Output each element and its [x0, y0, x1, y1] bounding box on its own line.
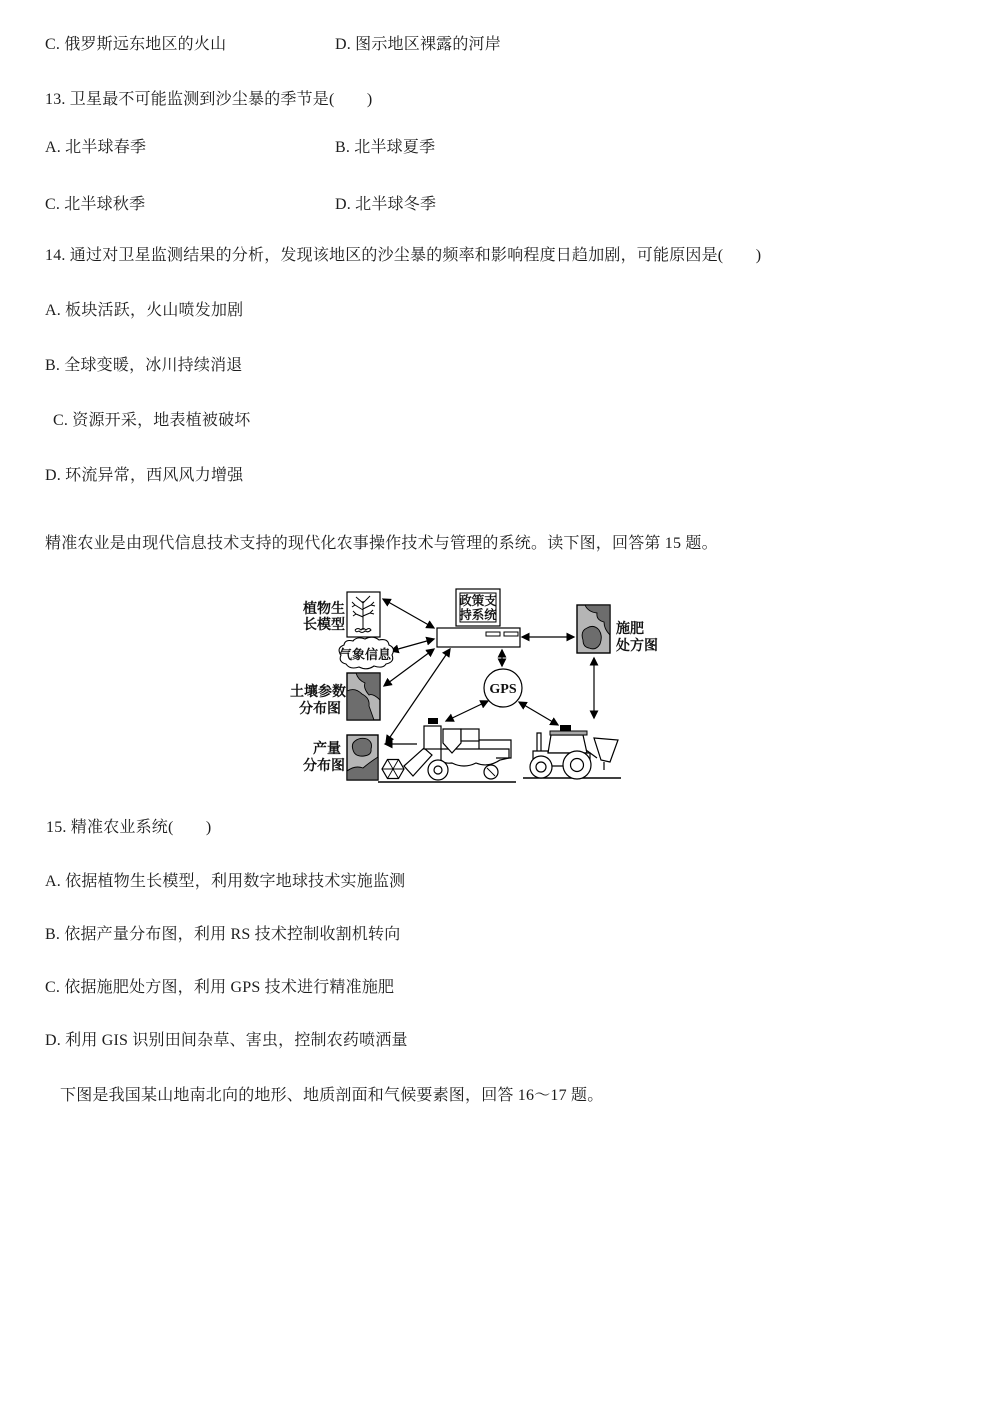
- q15-option-c: C. 依据施肥处方图，利用 GPS 技术进行精准施肥: [45, 979, 395, 996]
- q15-option-b: B. 依据产量分布图，利用 RS 技术控制收割机转向: [45, 926, 401, 943]
- q13-option-c: C. 北半球秋季: [45, 196, 146, 213]
- weather-label: 气象信息: [338, 647, 392, 662]
- plant-model-label-line2: 长模型: [303, 616, 345, 632]
- gps-label: GPS: [489, 682, 517, 697]
- yield-label-line1: 产量: [313, 740, 341, 756]
- arrow-plant-computer: [383, 599, 434, 628]
- q14-option-c: C. 资源开采，地表植被破坏: [53, 412, 251, 429]
- q13-stem: 13. 卫星最不可能监测到沙尘暴的季节是( ): [45, 91, 373, 108]
- yield-map-box: [347, 735, 378, 780]
- harvester-gps-receiver: [428, 718, 438, 724]
- soil-label-line2: 分布图: [299, 700, 341, 716]
- policy-label-line1: 政策支: [459, 594, 497, 608]
- q14-option-a: A. 板块活跃，火山喷发加剧: [45, 302, 244, 319]
- arrow-gps-tractor: [519, 702, 558, 725]
- soil-label-line1: 土壤参数: [290, 683, 346, 699]
- q12-option-c: C. 俄罗斯远东地区的火山: [45, 36, 227, 53]
- tractor-gps-receiver: [560, 725, 571, 731]
- arrow-gps-harvester: [446, 701, 488, 721]
- q14-stem: 14. 通过对卫星监测结果的分析，发现该地区的沙尘暴的频率和影响程度日趋加剧，可能原因是( ): [45, 247, 762, 264]
- tractor-drawing: [523, 725, 621, 779]
- fertilizer-map-box: [577, 605, 610, 653]
- intro-paragraph-15: 精准农业是由现代信息技术支持的现代化农事操作技术与管理的系统。读下图，回答第 15 题。: [45, 535, 718, 552]
- computer-box: [437, 628, 520, 647]
- plant-model-label-line1: 植物生: [303, 600, 345, 616]
- fertilizer-label-line1: 施肥: [616, 620, 644, 636]
- precision-agriculture-diagram: [285, 575, 665, 805]
- q14-option-d: D. 环流异常，西风风力增强: [45, 467, 244, 484]
- soil-map-box: [347, 673, 380, 720]
- q12-option-d: D. 图示地区裸露的河岸: [335, 36, 501, 53]
- outro-paragraph-16-17: 下图是我国某山地南北向的地形、地质剖面和气候要素图，回答 16～17 题。: [60, 1087, 604, 1104]
- policy-label-line2: 持系统: [459, 608, 497, 622]
- q14-option-b: B. 全球变暖，冰川持续消退: [45, 357, 243, 374]
- yield-label-line2: 分布图: [303, 757, 345, 773]
- combine-harvester-drawing: [378, 718, 516, 782]
- q15-option-d: D. 利用 GIS 识别田间杂草、害虫，控制农药喷洒量: [45, 1032, 408, 1049]
- plant-model-box: [347, 592, 380, 637]
- q15-stem: 15. 精准农业系统( ): [46, 819, 212, 836]
- q13-option-b: B. 北半球夏季: [335, 139, 436, 156]
- q15-option-a: A. 依据植物生长模型，利用数字地球技术实施监测: [45, 873, 406, 890]
- fertilizer-label-line2: 处方图: [616, 637, 658, 653]
- q13-option-d: D. 北半球冬季: [335, 196, 437, 213]
- arrow-weather-computer: [391, 639, 434, 651]
- q13-option-a: A. 北半球春季: [45, 139, 147, 156]
